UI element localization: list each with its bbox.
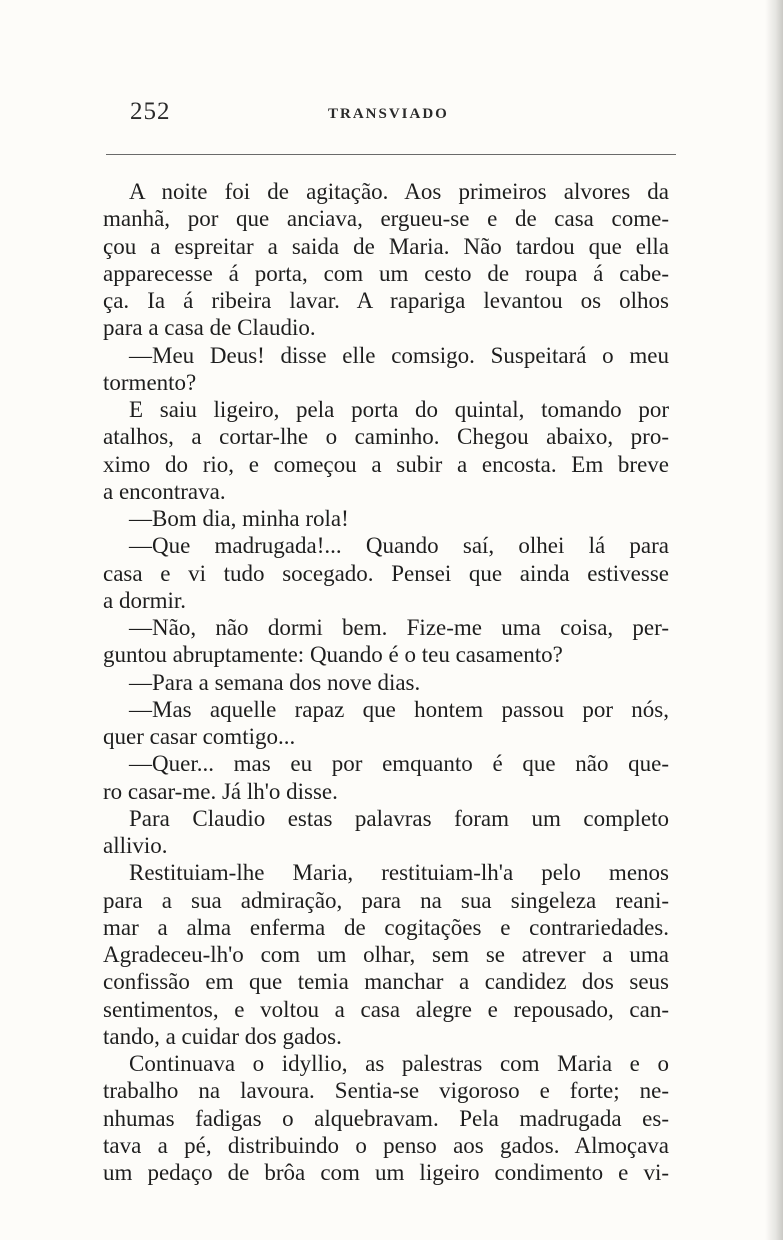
text-line: mar a alma enferma de cogitações e contrariedades. [103,914,669,940]
text-line: allivio. [103,833,168,858]
text-line: E saiu ligeiro, pela porta do quintal, tomando por [129,397,669,422]
text-line: —Meu Deus! disse elle comsigo. Suspeitará o meu [129,342,669,368]
text-line: Restituiam-lhe Maria, restituiam-lh'a pelo menos [129,860,669,886]
text-line: um pedaço de brôa com um ligeiro condimento e vi- [103,1160,669,1185]
running-title: TRANSVIADO [328,106,449,122]
text-line: manhã, por que anciava, ergueu-se e de casa come- [103,206,669,232]
text-line: çou a espreitar a saida de Maria. Não tardou que ella [103,233,669,259]
page-edge-shadow [765,0,783,1240]
text-line: a dormir. [103,587,187,613]
text-line: —Para a semana dos nove dias. [129,669,421,695]
text-line: para a casa de Claudio. [103,315,316,341]
text-line: quer casar comtigo... [103,724,296,749]
text-line: —Que madrugada!... Quando saí, olhei lá para [129,533,669,559]
page-header [128,96,670,136]
text-line: tando, a cuidar dos gados. [103,1023,342,1049]
text-line: —Não, não dormi bem. Fize-me uma coisa, per- [129,615,669,640]
text-line: confissão em que temia manchar a candidez dos seus [103,969,669,995]
text-line: atalhos, a cortar-lhe o caminho. Chegou abaixo, pro- [103,424,669,450]
text-line: trabalho na lavoura. Sentia-se vigoroso e forte; ne- [103,1078,669,1104]
text-line: —Mas aquelle rapaz que hontem passou por nós, [129,696,669,722]
text-line: para a sua admiração, para na sua singeleza reani- [103,887,669,913]
text-line: ximo do rio, e começou a subir a encosta. Em breve [103,451,669,477]
text-line: ça. Ia á ribeira lavar. A rapariga levantou os olhos [103,288,669,313]
text-line: ro casar-me. Já lh'o disse. [103,778,338,804]
text-line: Continuava o idyllio, as palestras com Maria e o [129,1051,669,1076]
text-line: sentimentos, e voltou a casa alegre e repousado, can- [103,996,669,1022]
text-line: tava a pé, distribuindo o penso aos gados. Almoçava [103,1132,669,1158]
text-line: casa e vi tudo socegado. Pensei que ainda estivesse [103,560,669,586]
text-line: guntou abruptamente: Quando é o teu casamento? [103,642,563,668]
text-line: —Quer... mas eu por emquanto é que não que- [129,751,669,777]
text-line: A noite foi de agitação. Aos primeiros alvores da [129,179,669,204]
page-number: 252 [130,98,171,125]
header-rule [106,154,676,155]
text-line: nhumas fadigas o alquebravam. Pela madrugada es- [103,1105,669,1131]
text-line: Para Claudio estas palavras foram um completo [129,805,669,831]
text-line: tormento? [103,369,197,395]
text-line: apparecesse á porta, com um cesto de roupa á cabe- [103,260,669,286]
text-line: Agradeceu-lh'o com um olhar, sem se atrever a uma [103,942,669,967]
text-line: —Bom dia, minha rola! [129,506,349,531]
body-text [103,178,669,1186]
text-line: a encontrava. [103,478,226,504]
